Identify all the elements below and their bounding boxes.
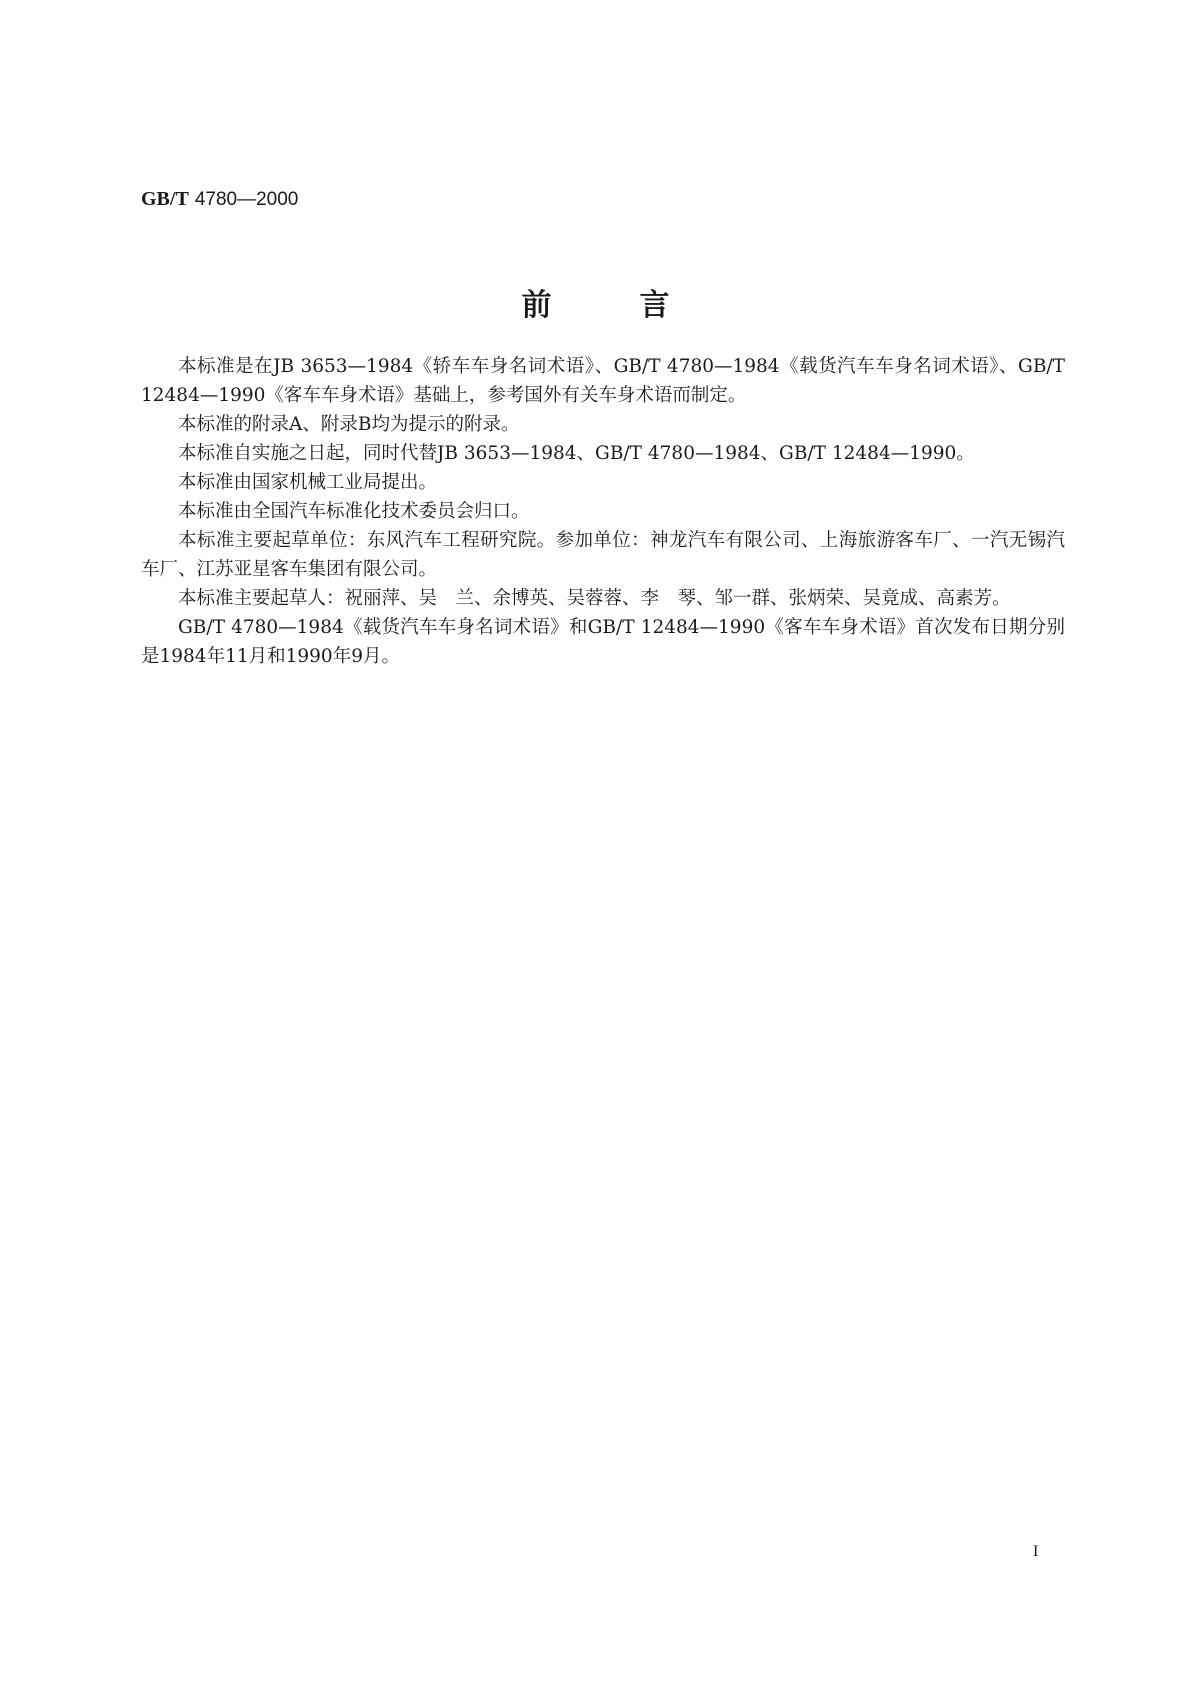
paragraph-first-release: GB/T 4780—1984《载货汽车车身名词术语》和GB/T 12484—1990《客车车身术语》首次发布日期分别是1984年11月和1990年9月。 xyxy=(141,617,1065,667)
paragraph-basis: 本标准是在JB 3653—1984《轿车车身名词术语》、GB/T 4780—1984《载货汽车车身名词术语》、GB/T 12484—1990《客车车身术语》基础上，参考国外有关车身术语而制定。 xyxy=(141,356,1065,406)
paragraph-drafters: 本标准主要起草人：祝丽萍、吴 兰、余博英、吴蓉蓉、李 琴、邹一群、张炳荣、吴竟成、高素芳。 xyxy=(178,588,1011,609)
page-number: I xyxy=(1033,1543,1039,1560)
standard-code-prefix: GB/T xyxy=(141,188,189,210)
paragraph-proposer: 本标准由国家机械工业局提出。 xyxy=(178,472,438,493)
page-title: 前言 xyxy=(521,288,758,323)
foreword-body xyxy=(141,352,1065,671)
paragraph-replacement: 本标准自实施之日起，同时代替JB 3653—1984、GB/T 4780—1984、GB/T 12484—1990。 xyxy=(178,443,975,464)
standard-code xyxy=(141,188,298,211)
standard-code-number: 4780—2000 xyxy=(194,189,299,210)
paragraph-drafting-units: 本标准主要起草单位：东风汽车工程研究院。参加单位：神龙汽车有限公司、上海旅游客车厂、一汽无锡汽车厂、江苏亚星客车集团有限公司。 xyxy=(141,530,1065,580)
paragraph-committee: 本标准由全国汽车标准化技术委员会归口。 xyxy=(178,501,530,522)
paragraph-appendix: 本标准的附录A、附录B均为提示的附录。 xyxy=(178,414,520,435)
